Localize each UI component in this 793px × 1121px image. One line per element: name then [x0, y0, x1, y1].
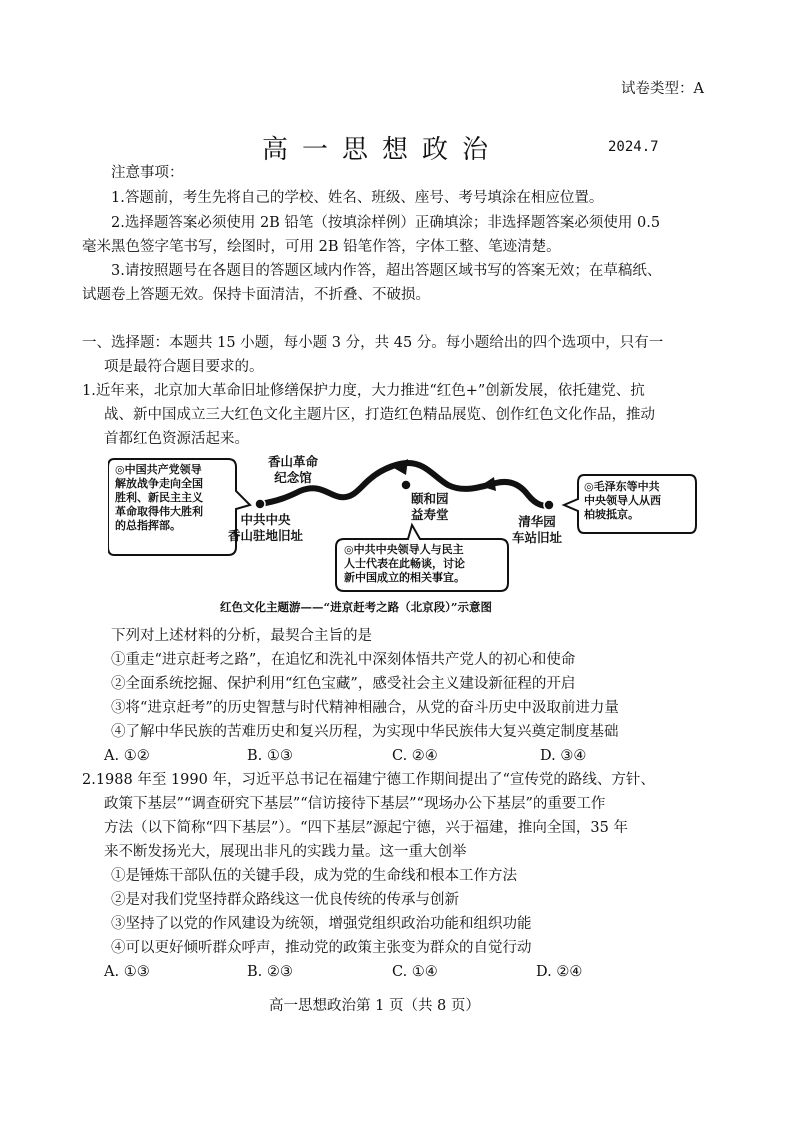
station-xiangshan: [255, 499, 265, 509]
bubble-left-line: 解放战争走向全国: [115, 477, 203, 490]
q1-statement-4: ④了解中华民族的苦难历史和复兴历程，为实现中华民族伟大复兴奠定制度基础: [111, 724, 619, 740]
bubble-bottom-line: 新中国成立的相关事宜。: [344, 571, 465, 584]
bubble-right-line: 中央领导人从西: [584, 494, 661, 507]
paper-type: 试卷类型：A: [621, 81, 704, 97]
place-line: 车站旧址: [512, 530, 563, 545]
notice-item-2-line-1: 2.选择题答案必须使用 2B 铅笔（按填涂样例）正确填涂；非选择题答案必须使用 0.5: [111, 215, 661, 231]
station-yiheyuan: [401, 480, 411, 490]
q1-stem-line-1: 1.近年来，北京加大革命旧址修缮保护力度，大力推进“红色+”创新发展，依托建党、抗: [82, 383, 645, 399]
q2-statement-1: ①是锤炼干部队伍的关键手段，成为党的生命线和根本工作方法: [111, 868, 517, 884]
bubble-bottom: [344, 543, 465, 585]
notice-item-3-line-2: 试题卷上答题无效。保持卡面清洁，不折叠、不破损。: [82, 287, 430, 303]
q2-statement-4: ④可以更好倾听群众呼声，推动党的政策主张变为群众的自觉行动: [111, 940, 532, 956]
station-qinghuayuan: [544, 500, 554, 510]
place-xiangshan-memorial: [268, 454, 318, 486]
section-1-intro: 一、选择题：本题共 15 小题，每小题 3 分，共 45 分。每小题给出的四个选项中，只有一: [82, 335, 664, 351]
q2-option-b[interactable]: B. ②③: [247, 964, 293, 980]
bubble-left: [115, 463, 203, 533]
q1-option-c[interactable]: C. ②④: [392, 748, 438, 764]
q1-statement-2: ②全面系统挖掘、保护利用“红色宝藏”，感受社会主义建设新征程的开启: [111, 676, 576, 692]
q2-stem-line-4: 来不断发扬光大，展现出非凡的实践力量。这一重大创举: [104, 844, 467, 860]
notice-item-1: 1.答题前，考生先将自己的学校、姓名、班级、座号、考号填涂在相应位置。: [111, 190, 604, 206]
bubble-left-line: ◎中国共产党领导: [115, 463, 202, 476]
q1-stem-line-2: 战、新中国成立三大红色文化主题片区，打造红色精品展览、创作红色文化作品，推动: [104, 407, 655, 423]
q2-option-c[interactable]: C. ①④: [392, 964, 438, 980]
q1-option-b[interactable]: B. ①③: [247, 748, 293, 764]
place-line: 香山驻地旧址: [228, 528, 304, 543]
q2-stem-line-1: 2.1988 年至 1990 年，习近平总书记在福建宁德工作期间提出了“宣传党的路线、方针、: [82, 772, 655, 788]
q1-statement-3: ③将“进京赶考”的历史智慧与时代精神相融合，从党的奋斗历史中汲取前进力量: [111, 700, 619, 716]
q1-option-d[interactable]: D. ③④: [540, 748, 587, 764]
bubble-right-line: 柏坡抵京。: [584, 508, 639, 521]
q2-stem-line-3: 方法（以下简称“四下基层”）。“四下基层”源起宁德，兴于福建，推向全国，35 年: [104, 820, 628, 836]
bubble-right: [584, 480, 661, 522]
q1-option-a[interactable]: A. ①②: [104, 748, 150, 764]
q2-stem-line-2: 政策下基层”“调查研究下基层”“信访接待下基层”“现场办公下基层”的重要工作: [104, 796, 606, 812]
notice-item-2-line-2: 毫米黑色签字笔书写，绘图时，可用 2B 铅笔作答，字体工整、笔迹清楚。: [82, 239, 561, 255]
bubble-bottom-line: 人士代表在此畅谈，讨论: [344, 557, 465, 570]
notice-item-3-line-1: 3.请按照题号在各题目的答题区域内作答，超出答题区域书写的答案无效；在草稿纸、: [111, 263, 662, 279]
q2-statement-3: ③坚持了以党的作风建设为统领，增强党组织政治功能和组织功能: [111, 916, 532, 932]
place-qinghuayuan: [512, 514, 562, 546]
q1-statement-1: ①重走“进京赶考之路”，在追忆和洗礼中深刻体悟共产党人的初心和使命: [111, 652, 576, 668]
page-title: 高一思想政治: [262, 135, 503, 165]
exam-date: 2024.7: [608, 139, 659, 155]
bubble-right-line: ◎毛泽东等中共: [584, 480, 660, 493]
bubble-left-line: 胜利、新民主主义: [115, 491, 203, 504]
section-1-intro-2: 项是最符合题目要求的。: [104, 359, 264, 375]
bubble-left-line: 革命取得伟大胜利: [115, 505, 203, 518]
q1-question: 下列对上述材料的分析，最契合主旨的是: [111, 628, 372, 644]
bubble-left-line: 的总指挥部。: [115, 519, 181, 532]
place-line: 颐和园: [411, 491, 449, 506]
place-line: 香山革命: [268, 454, 319, 469]
diagram-caption: 红色文化主题游——“进京赶考之路（北京段）”示意图: [220, 600, 492, 614]
q2-statement-2: ②是对我们党坚持群众路线这一优良传统的传承与创新: [111, 892, 459, 908]
place-line: 纪念馆: [274, 470, 312, 485]
bubble-bottom-line: ◎中共中央领导人与民主: [344, 543, 464, 556]
q2-option-a[interactable]: A. ①③: [104, 964, 150, 980]
place-yiheyuan: [411, 491, 449, 523]
q2-option-d[interactable]: D. ②④: [536, 964, 583, 980]
place-line: 益寿堂: [411, 507, 449, 522]
place-xiangshan-site: [228, 512, 303, 544]
page-footer: 高一思想政治第 1 页（共 8 页）: [269, 998, 480, 1014]
q1-stem-line-3: 首都红色资源活起来。: [104, 431, 249, 447]
place-line: 中共中央: [240, 512, 291, 527]
notice-heading: 注意事项：: [111, 165, 184, 181]
route-diagram: [108, 453, 698, 595]
place-line: 清华园: [518, 514, 556, 529]
